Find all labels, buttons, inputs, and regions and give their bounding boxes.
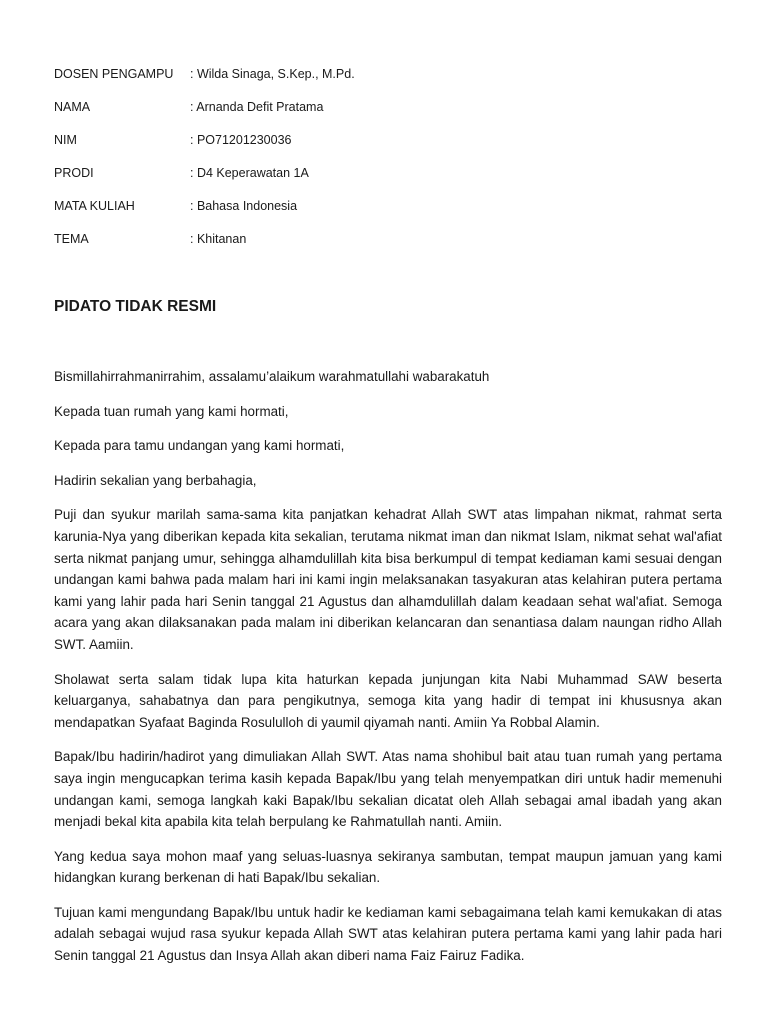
body-paragraph: Bapak/Ibu hadirin/hadirot yang dimuliakan Allah SWT. Atas nama shohibul bait atau tuan rumah yang pertama saya ingin mengucapkan terima kasih kepada Bapak/Ibu yang telah menyempatkan diri untuk hadir memenuhi undangan kami, semoga langkah kaki Bapak/Ibu sekalian dicatat oleh Allah sebagai amal ibadah yang akan menjadi bekal kita apabila kita telah berpulang ke Rahmatullah nanti. Amiin. <box>54 749 722 830</box>
info-row-theme <box>54 231 714 264</box>
document-title: PIDATO TIDAK RESMI <box>54 298 217 315</box>
info-value: : Bahasa Indonesia <box>190 199 298 213</box>
speech-body <box>54 366 722 980</box>
info-row-name <box>54 99 714 132</box>
body-paragraph: Puji dan syukur marilah sama-sama kita panjatkan kehadrat Allah SWT atas limpahan nikmat, rahmat serta karunia-Nya yang diberikan kepada kita sekalian, terutama nikmat iman dan nikmat Islam, nikmat sehat wal'afiat serta nikmat panjang umur, sehingga alhamdulillah kita bisa berkumpul di tempat kediaman kami sesuai dengan undangan kami bahwa pada malam hari ini kami ingin melaksanakan tasyakuran atas kelahiran putera pertama kami yang lahir pada hari Senin tanggal 21 Agustus dan alhamdulillah dalam keadaan sehat wal'afiat. Semoga acara yang akan dilaksanakan pada malam ini diberikan kelancaran dan senantiasa dalam naungan ridho Allah SWT. Aamiin. <box>54 507 722 652</box>
info-label: DOSEN PENGAMPU <box>54 67 174 81</box>
info-value: : Wilda Sinaga, S.Kep., M.Pd. <box>190 67 355 81</box>
student-info-table <box>54 66 714 264</box>
salutation-paragraph: Hadirin sekalian yang berbahagia, <box>54 472 257 488</box>
body-paragraph: Yang kedua saya mohon maaf yang seluas-luasnya sekiranya sambutan, tempat maupun jamuan yang kami hidangkan kurang berkenan di hati Bapak/Ibu sekalian. <box>54 848 722 886</box>
info-value: : Khitanan <box>190 232 247 246</box>
info-row-lecturer <box>54 66 714 99</box>
info-value: : D4 Keperawatan 1A <box>190 166 309 180</box>
body-paragraph: Tujuan kami mengundang Bapak/Ibu untuk hadir ke kediaman kami sebagaimana telah kami kemukakan di atas adalah sebagai wujud rasa syukur kepada Allah SWT atas kelahiran putera pertama kami yang lahir pada hari Senin tanggal 21 Agustus dan Insya Allah akan diberi nama Faiz Fairuz Fadika. <box>54 904 722 964</box>
salutation-paragraph: Kepada para tamu undangan yang kami hormati, <box>54 438 345 454</box>
info-row-prodi <box>54 165 714 198</box>
info-label: PRODI <box>54 166 94 180</box>
info-label: NIM <box>54 133 77 147</box>
info-label: TEMA <box>54 232 89 246</box>
info-value: : PO71201230036 <box>190 133 292 147</box>
info-label: MATA KULIAH <box>54 199 135 213</box>
info-value: : Arnanda Defit Pratama <box>190 100 324 114</box>
body-paragraph: Sholawat serta salam tidak lupa kita haturkan kepada junjungan kita Nabi Muhammad SAW beserta keluarganya, sahabatnya dan para pengikutnya, semoga kita yang hadir di tempat ini khususnya akan mendapatkan Syafaat Baginda Rosululloh di yaumil qiyamah nanti. Amiin Ya Robbal Alamin. <box>54 671 722 730</box>
info-row-course <box>54 198 714 231</box>
info-label: NAMA <box>54 100 91 114</box>
salutation-paragraph: Kepada tuan rumah yang kami hormati, <box>54 403 289 419</box>
greeting-paragraph: Bismillahirrahmanirrahim, assalamu’alaikum warahmatullahi wabarakatuh <box>54 369 490 384</box>
info-row-nim <box>54 132 714 165</box>
